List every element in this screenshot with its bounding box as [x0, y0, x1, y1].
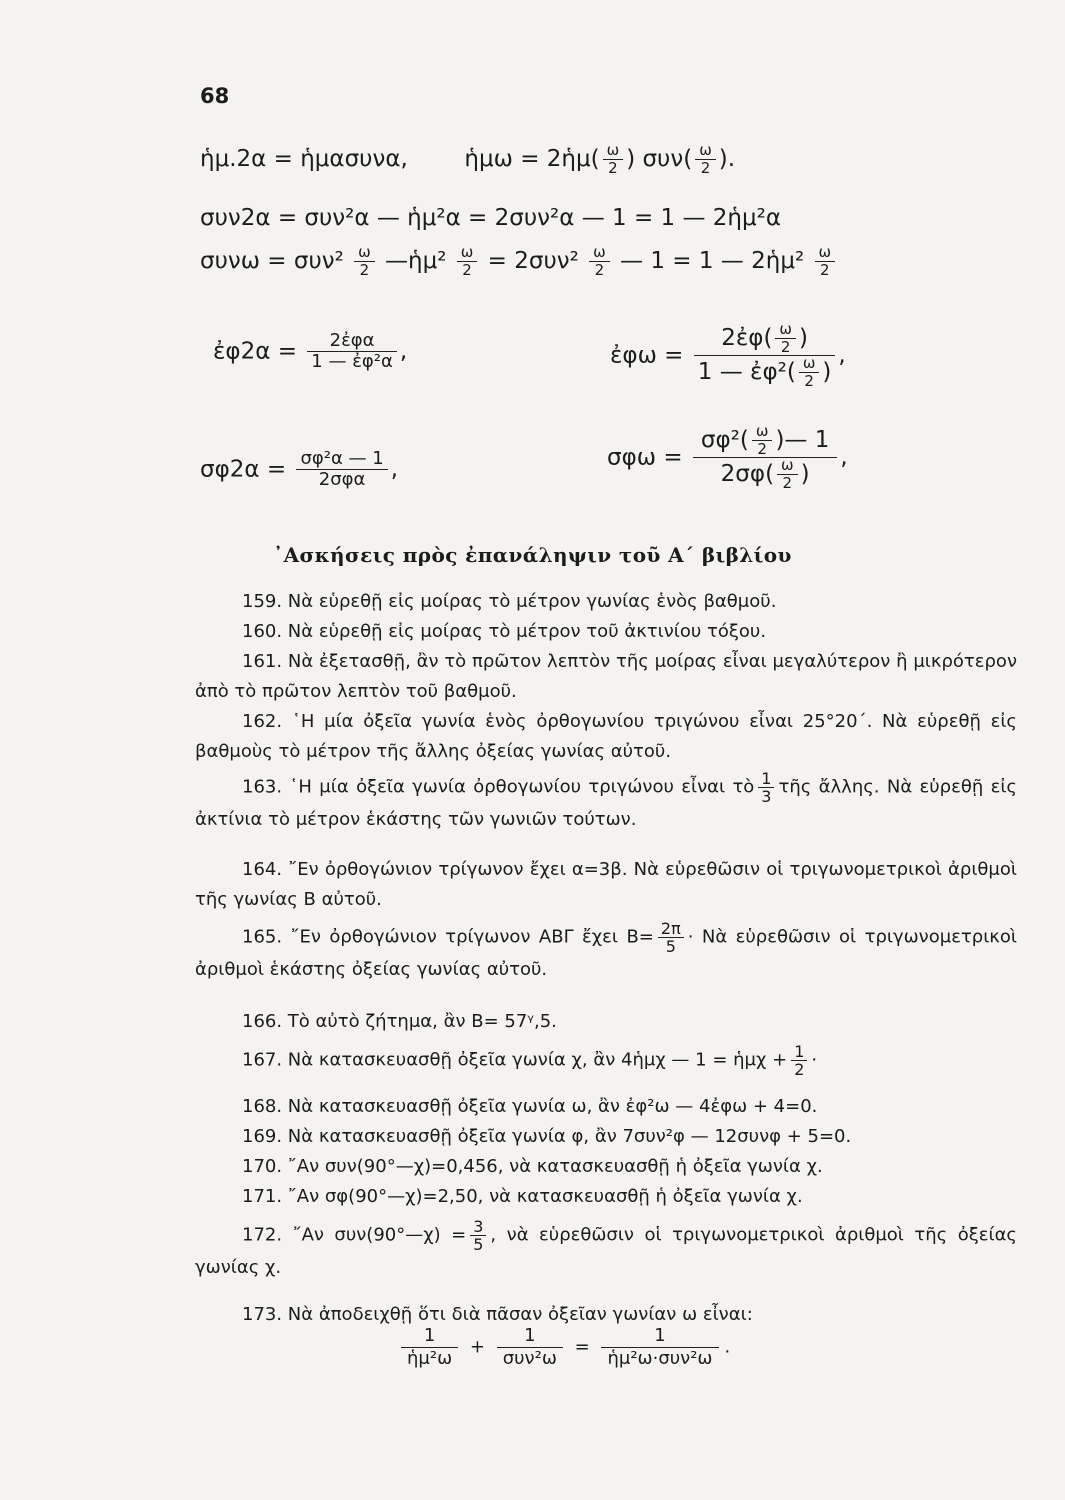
section-heading: ᾿Ασκήσεις πρὸς ἐπανάληψιν τοῦ Α΄ βιβλίου: [273, 543, 792, 567]
fraction: $\frac{\text{2ἐφα}}{\text{1 — ἐφ²α}}$: [307, 332, 397, 372]
formula-text: συνω = συν²: [200, 248, 344, 275]
fraction: $\frac{2\pi}{5}$: [658, 920, 684, 955]
formula-text: ἐφω =: [610, 342, 684, 369]
formula-cot-half: σφω = σφ²( $\frac{\omega}{2}$ )— 1 2σφ( $\frac{\omega}{2}$ ) ,: [607, 422, 848, 492]
formula-text: ἡμ.2α = ἡμασυνα,: [200, 146, 408, 173]
formula-text: ἡμω = 2ἡμ: [464, 146, 591, 173]
fraction: $\frac{\omega}{2}$: [695, 143, 716, 176]
fraction: $\frac{1}{\text{ἡμ²ω}}$: [401, 1325, 458, 1370]
fraction: 1 ἡμ²ω·συν²ω: [601, 1325, 718, 1370]
fraction: 1 συν²ω: [497, 1325, 563, 1370]
formula-text: — 1 = 1 — 2ἡμ²: [620, 248, 805, 275]
exercise-170: 170. ῎Αν συν(90°—χ)=0,456, νὰ κατασκευασθῇ ἡ ὀξεῖα γωνία χ.: [242, 1156, 823, 1177]
exercise-166: 166. Τὸ αὐτὸ ζήτημα, ἂν Β= 57ᵞ,5.: [242, 1011, 557, 1032]
fraction: $\frac{3}{5}$: [470, 1218, 486, 1253]
formula-cos-double: συν2α = συν²α — ἡμ²α = 2συν²α — 1 = 1 — 2ἡμ²α: [200, 205, 782, 231]
fraction: $\frac{\omega}{2}$: [589, 245, 610, 278]
formula-sin-double: ἡμ.2α = ἡμασυνα, ἡμω = 2ἡμ( $\frac{\omega}{2}$ ) συν( $\frac{\omega}{2}$ ).: [200, 141, 736, 177]
formula-text: —ἡμ²: [385, 248, 447, 275]
exercise-172: 172. ῎Αν συν(90°—χ) = $\frac{3}{5}$ , νὰ εὑρεθῶσιν οἱ τριγωνομετρικοὶ ἀριθμοὶ τῆς ὀξείας γωνίας χ.: [195, 1217, 1017, 1278]
exercise-168: 168. Νὰ κατασκευασθῇ ὀξεῖα γωνία ω, ἂν ἐφ²ω — 4ἐφω + 4=0.: [242, 1096, 818, 1117]
fraction: $\frac{1}{3}$: [758, 770, 774, 805]
formula-cos-half: [200, 245, 838, 278]
equals-sign: =: [574, 1336, 590, 1358]
fraction: $\frac{\omega}{2}$: [815, 245, 836, 278]
formula-tan-half: ἐφω = 2ἐφ( $\frac{\omega}{2}$ ) 1 — ἐφ²( $\frac{\omega}{2}$ ) ,: [610, 320, 846, 390]
fraction: $\frac{\text{σφ²α — 1}}{\text{2σφα}}$: [296, 450, 387, 490]
formula-text: σφω =: [607, 444, 683, 471]
period: .: [724, 1336, 731, 1358]
exercise-159: 159. Νὰ εὑρεθῇ εἰς μοίρας τὸ μέτρον γωνίας ἑνὸς βαθμοῦ.: [242, 591, 777, 612]
plus-sign: +: [469, 1336, 485, 1358]
fraction: $\frac{\omega}{2}$: [457, 245, 478, 278]
formula-text: συν: [642, 146, 684, 173]
exercise-162: 162. ῾Η μία ὀξεῖα γωνία ἑνὸς ὀρθογωνίου τριγώνου εἶναι 25°20΄. Νὰ εὑρεθῇ εἰς βαθμοὺς τὸ μέτρον τῆς ἄλλης ὀξείας γωνίας αὐτοῦ.: [195, 711, 1017, 762]
exercise-167: 167. Νὰ κατασκευασθῇ ὀξεῖα γωνία χ, ἂν 4ἡμχ — 1 = ἡμχ + $\frac{1}{2}$ ·: [242, 1042, 818, 1079]
page-number: 68: [200, 84, 230, 108]
exercise-164: 164. ῎Εν ὀρθογώνιον τρίγωνον ἔχει α=3β. Νὰ εὑρεθῶσιν οἱ τριγωνομετρικοὶ ἀριθμοὶ τῆς γωνίας Β αὐτοῦ.: [195, 859, 1017, 910]
exercise-169: 169. Νὰ κατασκευασθῇ ὀξεῖα γωνία φ, ἂν 7συν²φ — 12συνφ + 5=0.: [242, 1126, 852, 1147]
fraction: $\frac{\omega}{2}$: [354, 245, 375, 278]
identity-formula: [395, 1325, 730, 1370]
exercise-160: 160. Νὰ εὑρεθῇ εἰς μοίρας τὸ μέτρον τοῦ ἀκτινίου τόξου.: [242, 621, 767, 642]
formula-text: = 2συν²: [487, 248, 579, 275]
fraction: $\frac{\omega}{2}$: [603, 143, 624, 176]
exercise-171: 171. ῎Αν σφ(90°—χ)=2,50, νὰ κατασκευασθῇ ἡ ὀξεῖα γωνία χ.: [242, 1186, 803, 1207]
formula-text: ἐφ2α =: [213, 338, 297, 365]
exercise-165: 165. ῎Εν ὀρθογώνιον τρίγωνον ΑΒΓ ἔχει Β= $\frac{2\pi}{5}$ · Νὰ εὑρεθῶσιν οἱ τριγωνομετρικοὶ ἀριθμοὶ ἑκάστης ὀξείας γωνίας αὐτοῦ.: [195, 919, 1017, 980]
exercise-173: 173. Νὰ ἀποδειχθῇ ὅτι διὰ πᾶσαν ὀξεῖαν γωνίαν ω εἶναι:: [242, 1304, 753, 1325]
fraction: 2ἐφ( $\frac{\omega}{2}$ ) 1 — ἐφ²( $\frac{\omega}{2}$ ): [694, 322, 836, 390]
formula-cot-double: σφ2α = $\frac{\text{σφ²α — 1}}{\text{2σφα}}$ ,: [200, 448, 399, 490]
fraction: σφ²( $\frac{\omega}{2}$ )— 1 2σφ( $\frac{\omega}{2}$ ): [693, 424, 837, 492]
exercise-163: 163. ῾Η μία ὀξεῖα γωνία ὀρθογωνίου τριγώνου εἶναι τὸ $\frac{1}{3}$ τῆς ἄλλης. Νὰ εὑρεθῇ εἰς ἀκτίνια τὸ μέτρον ἑκάστης τῶν γωνιῶν τούτων.: [195, 769, 1017, 830]
formula-text: σφ2α =: [200, 456, 287, 483]
formula-tan-double: ἐφ2α = $\frac{\text{2ἐφα}}{\text{1 — ἐφ²α}}$ ,: [213, 330, 408, 372]
exercise-161: 161. Νὰ ἐξετασθῇ, ἂν τὸ πρῶτον λεπτὸν τῆς μοίρας εἶναι μεγαλύτερον ἢ μικρότερον ἀπὸ τὸ πρῶτον λεπτὸν τοῦ βαθμοῦ.: [195, 651, 1017, 702]
fraction: $\frac{1}{2}$: [791, 1043, 807, 1078]
